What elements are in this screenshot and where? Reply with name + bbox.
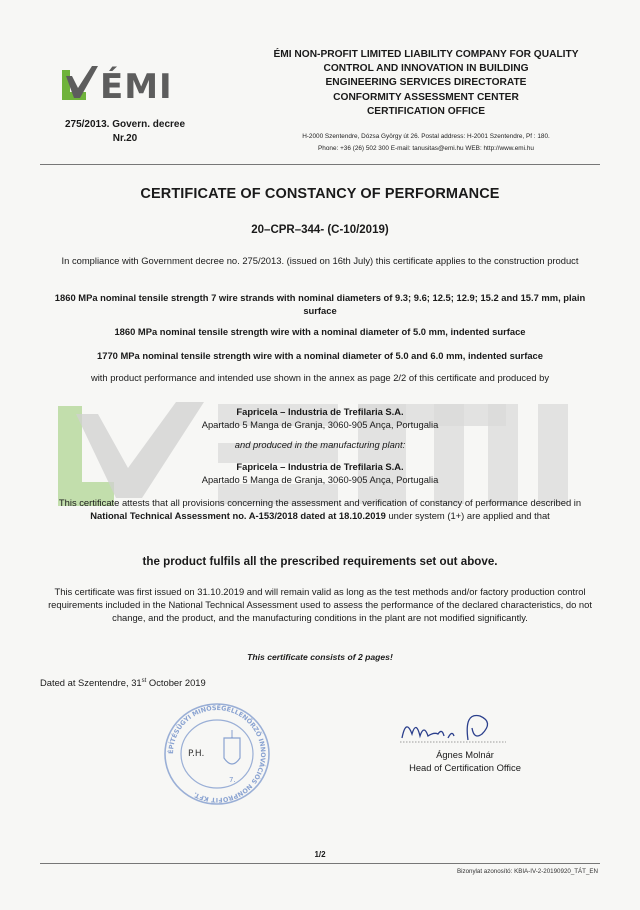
assessment-reference: National Technical Assessment no. A-153/2018 dated at 18.10.2019: [90, 510, 386, 521]
annex-text: with product performance and intended use shown in the annex as page 2/2 of this certificate and produced by: [90, 372, 550, 383]
plant-intro: and produced in the manufacturing plant:: [234, 439, 406, 450]
date-ordinal: st: [141, 677, 147, 684]
document-id: Bizonylat azonosító: KBIA-IV-2-20190920_TÁT_EN: [456, 868, 598, 875]
org-line: ENGINEERING SERVICES DIRECTORATE: [325, 77, 527, 89]
signer-block: [380, 748, 550, 774]
compliance-text: In compliance with Government decree no. 275/2013. (issued on 16th July) this certificate applies to the construction product: [61, 255, 579, 266]
stamp-label: P.H.: [188, 749, 205, 759]
certificate-title: CERTIFICATE OF CONSTANCY OF PERFORMANCE: [140, 186, 500, 202]
date-suffix: October 2019: [146, 677, 206, 688]
decree-line-1: 275/2013. Govern. decree: [64, 119, 186, 130]
organization-name: [236, 48, 616, 119]
attestation-pre: This certificate attests that all provisions concerning the assessment and verification of constancy of performance described in: [58, 497, 582, 508]
date-place: [40, 677, 206, 688]
producer-address: Apartado 5 Manga de Granja, 3060-905 Ança, Portugalia: [201, 419, 439, 430]
org-line: CERTIFICATION OFFICE: [366, 105, 486, 117]
validity-text: This certificate was first issued on 31.10.2019 and will remain valid as long as the test methods and/or factory production control requirements included in the National Technical Assessment used to assess the performance of the declared characteristics, do not change, and the product, and the manufacturing conditions in the plant are not modified significantly.: [48, 586, 592, 623]
official-stamp: [158, 700, 276, 808]
stamp-number: 7.: [229, 776, 236, 784]
requirements-statement: the product fulfils all the prescribed requirements set out above.: [142, 555, 498, 568]
org-line: CONFORMITY ASSESSMENT CENTER: [333, 91, 519, 103]
decree-line-2: Nr.20: [112, 133, 138, 144]
certificate-number: 20–CPR–344- (C-10/2019): [251, 224, 389, 236]
plant-name: Fapricela – Industria de Trefilaria S.A.: [236, 461, 404, 472]
signature: [398, 708, 508, 744]
producer-name: Fapricela – Industria de Trefilaria S.A.: [236, 406, 404, 417]
stamp-crest-icon: [224, 738, 240, 764]
product-3: 1770 MPa nominal tensile strength wire with a nominal diameter of 5.0 and 6.0 mm, indented surface: [97, 350, 543, 361]
postal-address: H-2000 Szentendre, Dózsa György út 26. Postal address: H-2001 Szentendre, Pf : 180.: [302, 133, 550, 140]
contact-info: Phone: +36 (26) 502 300 E-mail: tanusitas@emi.hu WEB: http://www.emi.hu: [318, 145, 534, 152]
decree-reference: [40, 118, 210, 146]
product-2: 1860 MPa nominal tensile strength wire with a nominal diameter of 5.0 mm, indented surface: [114, 326, 526, 337]
pages-note: This certificate consists of 2 pages!: [247, 652, 393, 662]
header-divider: [40, 164, 600, 165]
attestation-text: [46, 496, 594, 522]
footer-divider: [40, 863, 600, 864]
signer-title: Head of Certification Office: [409, 762, 521, 773]
emi-logo: [60, 62, 188, 104]
plant-address: Apartado 5 Manga de Granja, 3060-905 Ança, Portugalia: [201, 474, 439, 485]
org-line: ÉMI NON-PROFIT LIMITED LIABILITY COMPANY FOR QUALITY: [273, 49, 579, 60]
signer-name: Ágnes Molnár: [436, 749, 494, 760]
contact-block: [236, 131, 616, 155]
product-1: 1860 MPa nominal tensile strength 7 wire strands with nominal diameters of 9.3; 9.6; 12.5; 12.9; 15.2 and 15.7 mm, plain surface: [54, 292, 586, 316]
org-line: CONTROL AND INNOVATION IN BUILDING: [323, 63, 529, 75]
page-number: 1/2: [314, 850, 326, 859]
logo-text: ÉMI: [100, 67, 173, 104]
date-prefix: Dated at Szentendre, 31: [40, 677, 142, 688]
attestation-post: under system (1+) are applied and that: [385, 510, 550, 521]
stamp-ring-text: ÉPÍTÉSÜGYI MINŐSÉGELLENŐRZŐ INNOVÁCIÓS NONPROFIT KFT.: [166, 703, 268, 805]
